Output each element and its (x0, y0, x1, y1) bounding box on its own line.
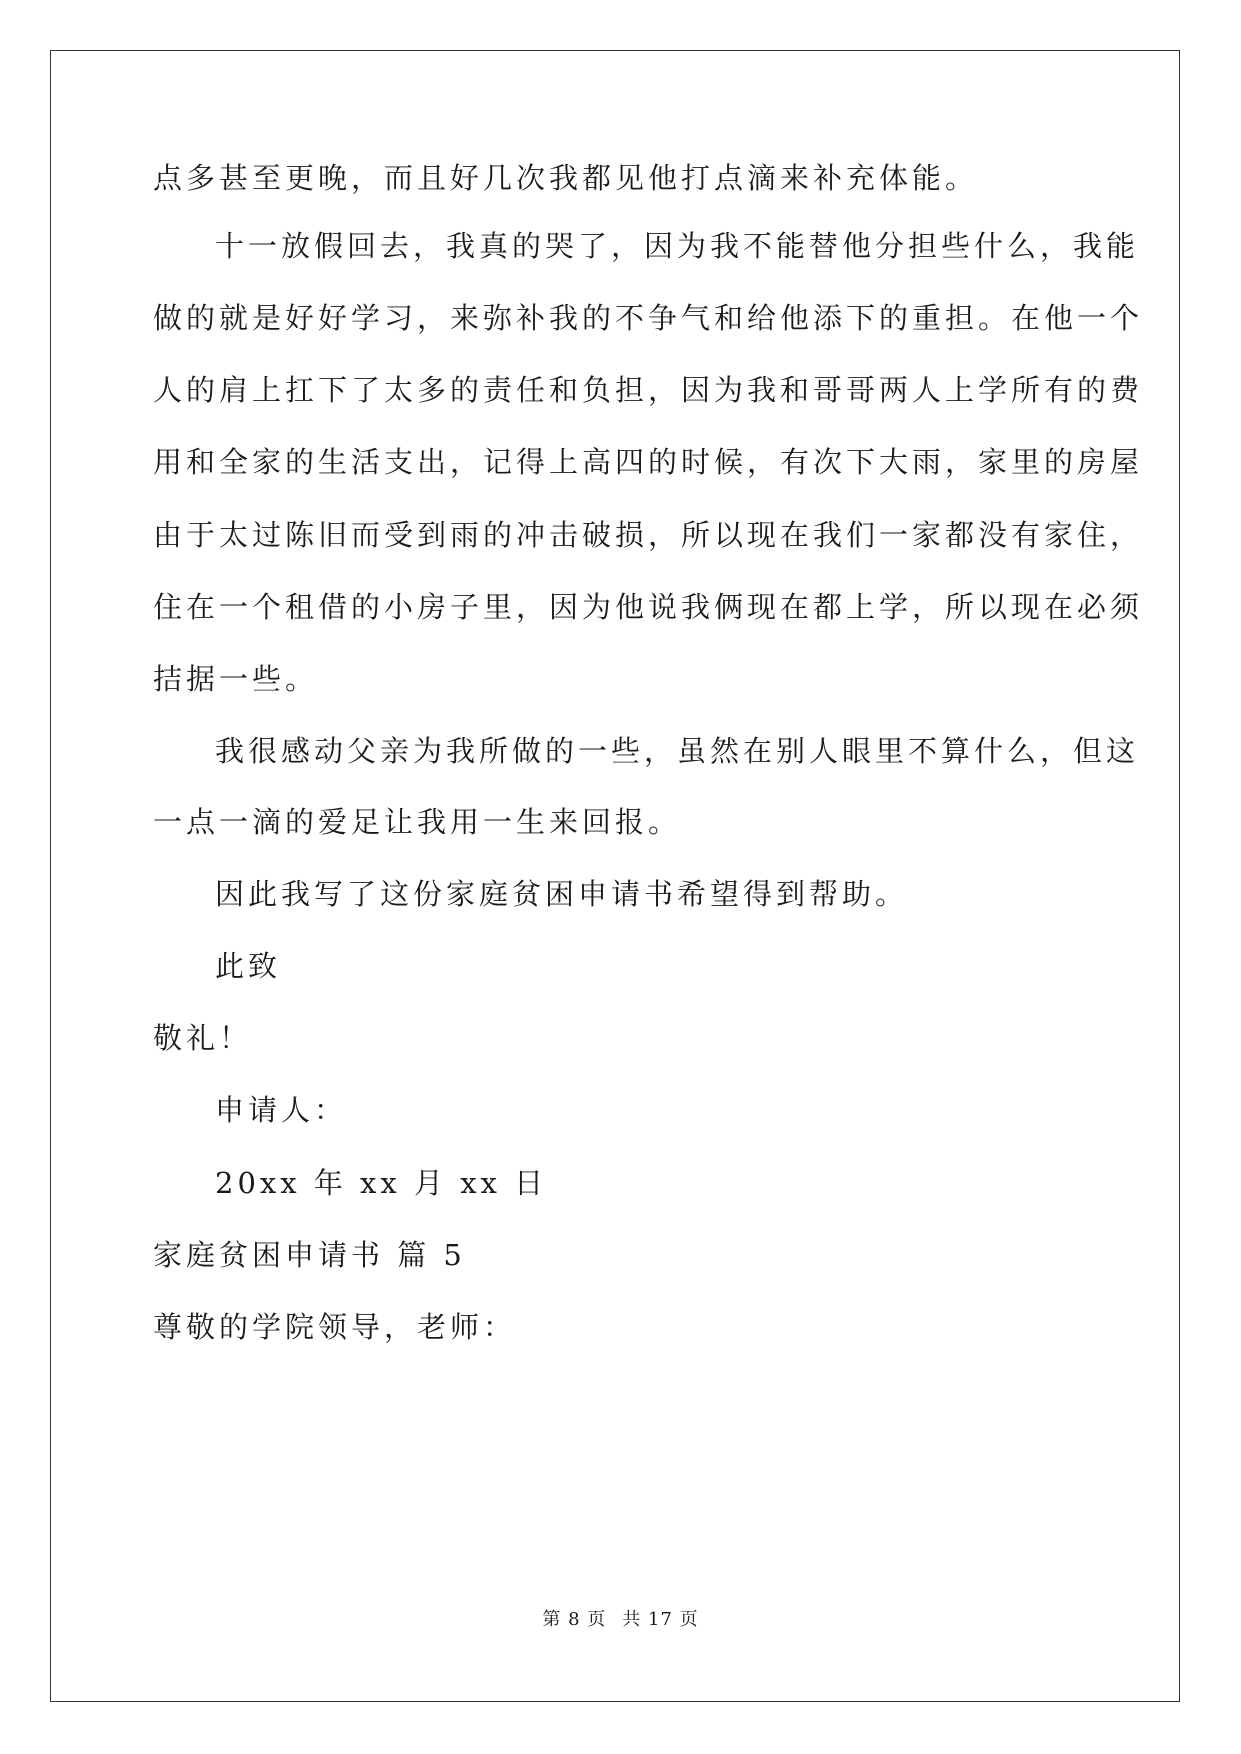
paragraph-line: 由于太过陈旧而受到雨的冲击破损，所以现在我们一家都没有家住， (153, 518, 1144, 552)
paragraph-line: 住在一个租借的小房子里，因为他说我俩现在都上学，所以现在必须 (153, 590, 1144, 624)
greeting-line: 尊敬的学院领导，老师： (153, 1310, 517, 1344)
applicant-label: 申请人： (215, 1093, 348, 1127)
paragraph-line: 人的肩上扛下了太多的责任和负担，因为我和哥哥两人上学所有的费 (153, 373, 1144, 407)
closing-phrase: 此致 (215, 949, 282, 983)
paragraph-line: 点多甚至更晚，而且好几次我都见他打点滴来补充体能。 (153, 161, 979, 195)
paragraph-line: 我很感动父亲为我所做的一些，虽然在别人眼里不算什么，但这 (215, 734, 1140, 768)
section-title: 家庭贫困申请书 篇 5 (153, 1238, 466, 1272)
paragraph-line: 十一放假回去，我真的哭了，因为我不能替他分担些什么，我能 (215, 229, 1140, 263)
paragraph-line: 因此我写了这份家庭贫困申请书希望得到帮助。 (215, 877, 909, 911)
paragraph-line: 拮据一些。 (153, 662, 319, 696)
paragraph-line: 做的就是好好学习，来弥补我的不争气和给他添下的重担。在他一个 (153, 301, 1144, 335)
date-line: 20xx 年 xx 月 xx 日 (215, 1166, 548, 1200)
page-number: 第 8 页 (542, 1609, 607, 1630)
paragraph-line: 用和全家的生活支出，记得上高四的时候，有次下大雨，家里的房屋 (153, 445, 1144, 479)
paragraph-line: 一点一滴的爱足让我用一生来回报。 (153, 805, 682, 839)
salutation: 敬礼！ (153, 1021, 253, 1055)
total-pages: 共 17 页 (622, 1609, 699, 1630)
page-footer (0, 1608, 1241, 1632)
